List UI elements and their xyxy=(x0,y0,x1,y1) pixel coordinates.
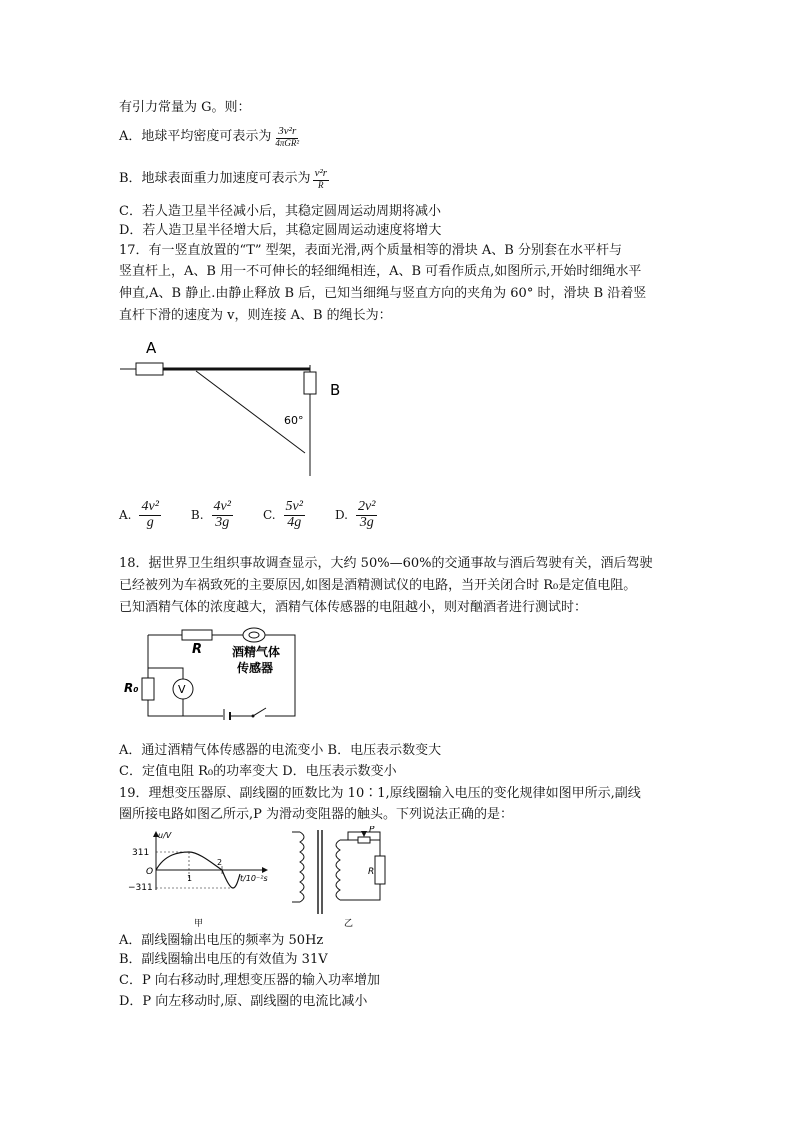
label-v: V xyxy=(178,683,186,696)
tick-2-label: 2 xyxy=(217,858,223,867)
option-fraction xyxy=(212,500,233,530)
rope-diagonal xyxy=(196,371,305,453)
label-b: B xyxy=(330,381,341,399)
option-a xyxy=(119,126,301,148)
wire xyxy=(148,668,183,679)
tick-1-label: 1 xyxy=(187,874,193,883)
label-a: A xyxy=(146,339,157,357)
switch-lever xyxy=(253,708,266,716)
label-p: P xyxy=(369,826,375,835)
t-axis-label: t/10⁻²s xyxy=(240,874,268,883)
resistor-r0 xyxy=(142,678,154,700)
secondary-wire xyxy=(340,832,380,856)
option-label: A. xyxy=(119,508,132,523)
trough-label: −311 xyxy=(128,883,153,893)
q17-line-2: 竖直杆上，A、B 用一不可伸长的轻细绳相连，A、B 可看作质点,如图所示,开始时细绳水平 xyxy=(119,264,642,279)
secondary-coil xyxy=(336,840,340,900)
rheostat xyxy=(358,837,370,843)
fraction-numerator: 4v² xyxy=(213,499,231,514)
secondary-wire xyxy=(340,884,380,900)
q18-line-2: 已经被列为车祸致死的主要原因,如图是酒精测试仪的电路，当开关闭合时 R₀是定值电阻。 xyxy=(119,578,637,593)
q18-options-line-1: A．通过酒精气体传感器的电流变小 B．电压表示数变大 xyxy=(119,743,442,758)
q19-line-1: 19．理想变压器原、副线圈的匝数比为 10∶1,原线圈输入电压的变化规律如图甲所示,副线 xyxy=(119,786,641,801)
option-b-fraction xyxy=(313,168,329,190)
q17-options xyxy=(119,500,407,530)
fraction-denominator: 3g xyxy=(215,514,230,530)
option-c: C．若人造卫星半径减小后，其稳定圆周运动周期将减小 xyxy=(119,204,441,219)
label-r: R xyxy=(192,642,203,657)
transformer-figure xyxy=(118,826,398,930)
option-a-text: A．地球平均密度可表示为 xyxy=(119,128,272,144)
fraction-denominator: g xyxy=(146,514,154,530)
primary-coil xyxy=(300,832,304,902)
option-fraction xyxy=(284,500,305,530)
caption-jia: 甲 xyxy=(194,919,204,929)
fraction-denominator: R xyxy=(318,179,324,190)
peak-label: 311 xyxy=(132,848,150,858)
q18-options-line-2: C．定值电阻 R₀的功率变大 D．电压表示数变小 xyxy=(119,764,397,779)
u-axis-label: u/V xyxy=(158,831,172,840)
fraction-numerator: 4v² xyxy=(141,499,159,514)
q17-line-1: 17．有一竖直放置的“T” 型架，表面光滑,两个质量相等的滑块 A、B 分别套在水平杆与 xyxy=(119,243,622,258)
fraction-denominator: 4g xyxy=(287,514,302,530)
alcohol-tester-circuit xyxy=(118,620,308,720)
caption-yi: 乙 xyxy=(344,919,354,929)
sensor-label-2: 传感器 xyxy=(237,661,274,675)
fraction-numerator: 3v²r xyxy=(278,125,297,137)
resistor-r xyxy=(182,630,212,640)
q19-option-c: C．P 向右移动时,理想变压器的输入功率增加 xyxy=(119,973,380,988)
option-d: D．若人造卫星半径增大后，其稳定圆周运动速度将增大 xyxy=(119,223,442,238)
q17-option-c xyxy=(263,500,305,530)
q18-line-1: 18．据世界卫生组织事故调查显示，大约 50%—60%的交通事故与酒后驾驶有关，酒后驾驶 xyxy=(119,556,653,571)
label-r0: R₀ xyxy=(124,681,139,695)
angle-label: 60° xyxy=(284,414,304,427)
q17-option-a xyxy=(119,500,161,530)
option-fraction xyxy=(139,500,160,530)
q17-line-3: 伸直,A、B 静止.由静止释放 B 后，已知当细绳与竖直方向的夹角为 60° 时，滑块 B 沿着竖 xyxy=(119,286,647,301)
slider-p xyxy=(361,831,367,837)
fraction-denominator: 4πGR² xyxy=(275,137,300,148)
q19-option-d: D．P 向左移动时,原、副线圈的电流比减小 xyxy=(119,994,368,1009)
label-r: R xyxy=(368,867,375,877)
q17-option-d xyxy=(335,500,377,530)
option-b-text: B．地球表面重力加速度可表示为 xyxy=(119,170,311,186)
option-label: D. xyxy=(334,508,348,523)
fraction-numerator: 2v² xyxy=(357,499,376,514)
q19-line-2: 圈所接电路如图乙所示,P 为滑动变阻器的触头。下列说法正确的是： xyxy=(119,807,514,822)
slider-b xyxy=(304,372,316,394)
fraction-numerator: 5v² xyxy=(285,499,303,514)
q17-line-4: 直杆下滑的速度为 v，则连接 A、B 的绳长为： xyxy=(119,308,392,323)
q19-option-b: B．副线圈输出电压的有效值为 31V xyxy=(119,952,328,967)
q17-option-b xyxy=(191,500,233,530)
axis-arrow xyxy=(262,867,268,873)
alcohol-sensor xyxy=(243,628,265,642)
fraction-denominator: 3g xyxy=(359,514,374,530)
q19-option-a: A．副线圈输出电压的频率为 50Hz xyxy=(119,933,324,948)
sensor-label-1: 酒精气体 xyxy=(232,645,281,659)
origin-label: O xyxy=(146,867,154,877)
q18-line-3: 已知酒精气体的浓度越大，酒精气体传感器的电阻越小，则对酗酒者进行测试时： xyxy=(119,600,588,615)
t-frame-figure xyxy=(118,336,358,486)
option-b xyxy=(119,168,329,190)
wire xyxy=(148,700,223,716)
resistor-r xyxy=(375,856,385,884)
slider-a xyxy=(136,363,163,375)
option-label: C. xyxy=(262,508,276,523)
option-label: B. xyxy=(190,508,204,523)
option-a-fraction xyxy=(273,126,301,148)
text-line: 有引力常量为 G。则： xyxy=(119,100,251,115)
option-fraction xyxy=(356,500,377,530)
fraction-numerator: v²r xyxy=(314,167,328,179)
